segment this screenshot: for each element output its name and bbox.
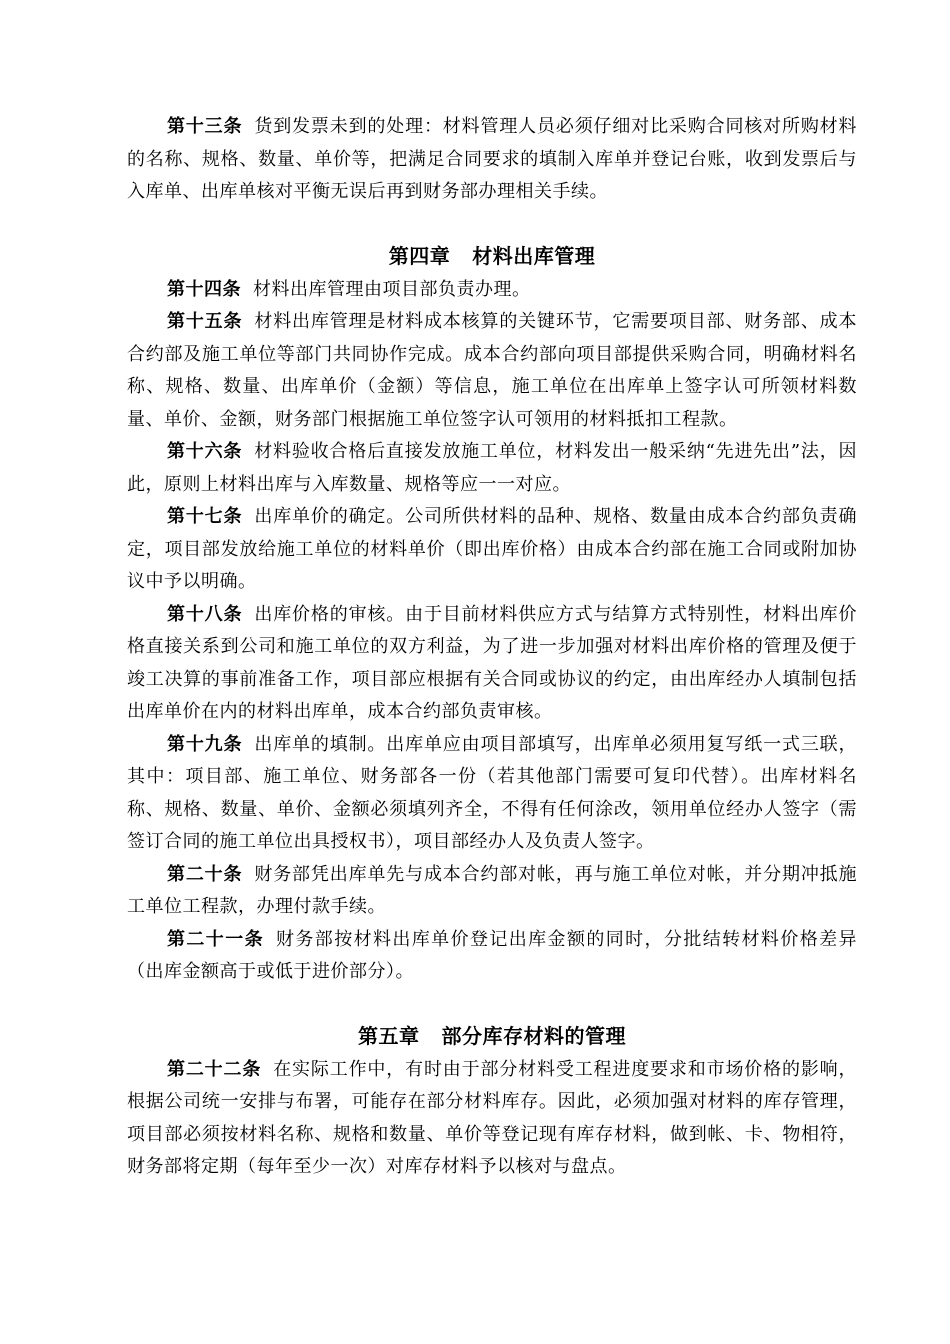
article-22-label: 第二十二条 [167,1058,262,1080]
article-21 [127,924,857,989]
article-19-label: 第十九条 [167,733,243,755]
article-21-text: 财务部按材料出库单价登记出库金额的同时，分批结转材料价格差异（出库金额高于或低于进价部分）。 [127,928,858,982]
article-16-text: 材料验收合格后直接发放施工单位，材料发出一般采纳“先进先出”法，因此，原则上材料出库与入库数量、规格等应一一对应。 [127,441,857,495]
article-20 [127,859,857,924]
chapter-4-heading [127,240,857,272]
article-22 [127,1054,857,1184]
article-13 [127,111,857,209]
article-17 [127,501,857,599]
article-18-text: 出库价格的审核。由于目前材料供应方式与结算方式特别性，材料出库价格直接关系到公司和施工单位的双方利益，为了进一步加强对材料出库价格的管理及便于竣工决算的事前准备工作，项目部应根据有关合同或协议的约定，由出库经办人填制包括出库单价在内的材料出库单，成本合约部负责审核。 [127,603,858,722]
article-18 [127,599,857,729]
article-13-text: 货到发票未到的处理：材料管理人员必须仔细对比采购合同核对所购材料的名称、规格、数量、单价等，把满足合同要求的填制入库单并登记台账，收到发票后与入库单、出库单核对平衡无误后再到财务部办理相关手续。 [127,116,858,202]
article-15 [127,306,857,436]
article-20-label: 第二十条 [167,863,243,885]
article-14-text: 材料出库管理由项目部负责办理。 [253,278,531,300]
article-20-text: 财务部凭出库单先与成本合约部对帐，再与施工单位对帐，并分期冲抵施工单位工程款，办理付款手续。 [127,863,858,917]
article-15-text: 材料出库管理是材料成本核算的关键环节，它需要项目部、财务部、成本合约部及施工单位等部门共同协作完成。成本合约部向项目部提供采购合同，明确材料名称、规格、数量、出库单价（金额）等信息，施工单位在出库单上签字认可所领材料数量、单价、金额，财务部门根据施工单位签字认可领用的材料抵扣工程款。 [127,311,858,430]
article-19-text: 出库单的填制。出库单应由项目部填写，出库单必须用复写纸一式三联，其中：项目部、施工单位、财务部各一份（若其他部门需要可复印代替）。出库材料名称、规格、数量、单价、金额必须填列齐全，不得有任何涂改，领用单位经办人签字（需签订合同的施工单位出具授权书），项目部经办人及负责人签字。 [127,733,858,852]
article-15-label: 第十五条 [167,311,243,332]
article-16 [127,436,857,501]
document-body [127,111,857,1184]
chapter-4-number: 第四章 [388,243,451,268]
article-19 [127,729,857,859]
article-18-label: 第十八条 [167,603,243,625]
article-22-text: 在实际工作中，有时由于部分材料受工程进度要求和市场价格的影响，根据公司统一安排与布署，可能存在部分材料库存。因此，必须加强对材料的库存管理，项目部必须按材料名称、规格和数量、单价等登记现有库存材料，做到帐、卡、物相符，财务部将定期（每年至少一次）对库存材料予以核对与盘点。 [127,1058,858,1177]
article-16-label: 第十六条 [167,441,243,462]
chapter-4-title: 材料出库管理 [472,243,596,268]
article-14 [127,274,857,307]
article-21-label: 第二十一条 [167,928,264,950]
chapter-5-title: 部分库存材料的管理 [441,1023,626,1048]
chapter-5-heading [127,1020,857,1052]
article-17-text: 出库单价的确定。公司所供材料的品种、规格、数量由成本合约部负责确定，项目部发放给施工单位的材料单价（即出库价格）由成本合约部在施工合同或附加协议中予以明确。 [127,506,858,592]
article-17-label: 第十七条 [167,506,243,527]
article-14-label: 第十四条 [167,278,241,300]
article-13-label: 第十三条 [167,116,243,137]
chapter-5-number: 第五章 [358,1023,420,1048]
